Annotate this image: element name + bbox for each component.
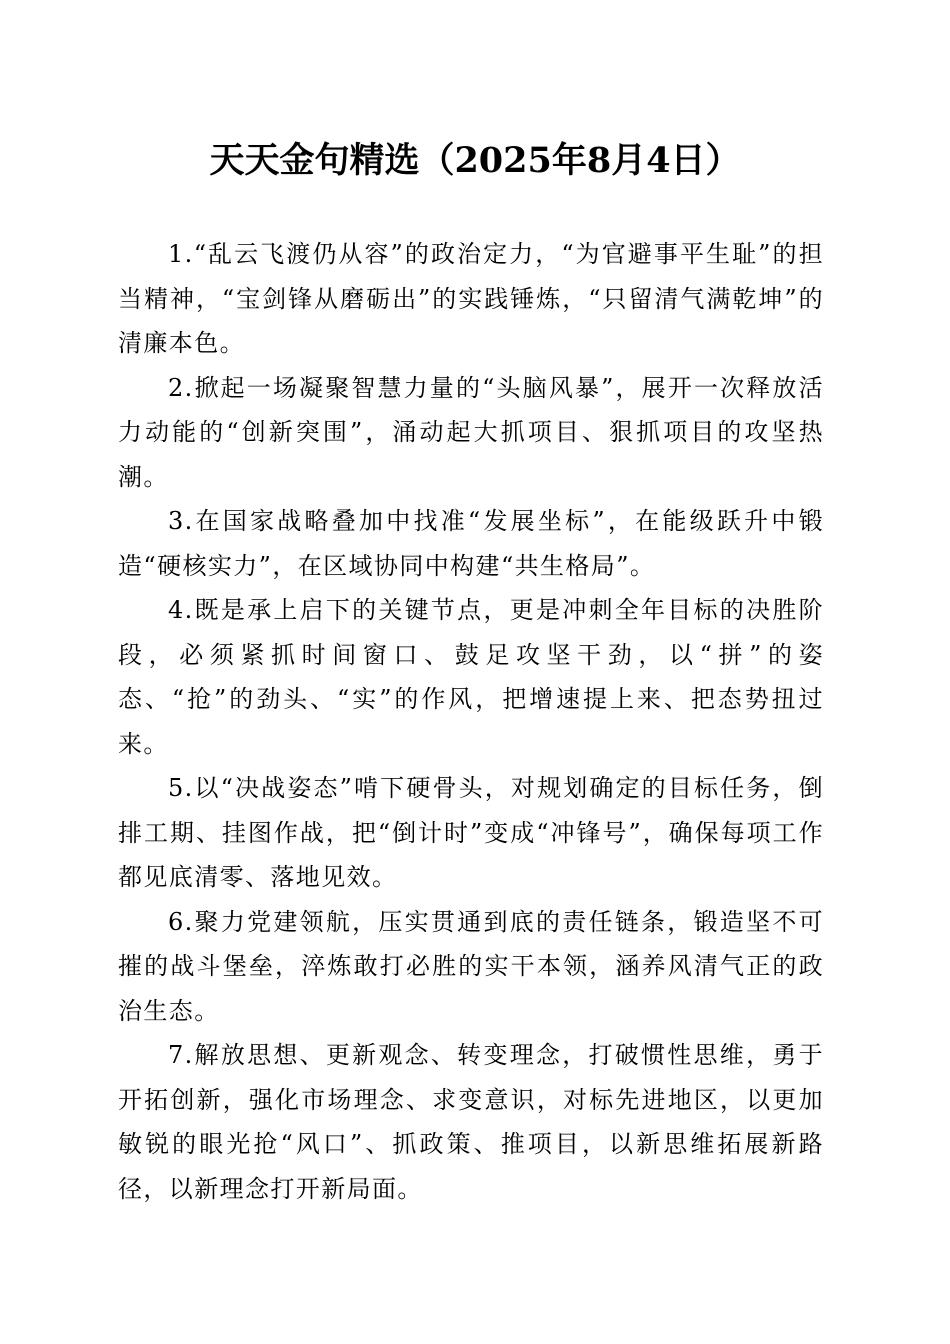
- paragraph-5: 5.以“决战姿态”啃下硬骨头，对规划确定的目标任务，倒排工期、挂图作战，把“倒计时”变成“冲锋号”，确保每项工作都见底清零、落地见效。: [118, 774, 824, 891]
- paragraph-3: 3.在国家战略叠加中找准“发展坐标”，在能级跃升中锻造“硬核实力”，在区域协同中构建“共生格局”。: [118, 507, 824, 580]
- document-title: 天天金句精选（2025年8月4日）: [209, 140, 741, 181]
- paragraph-7: 7.解放思想、更新观念、转变理念，打破惯性思维，勇于开拓创新，强化市场理念、求变意识，对标先进地区，以更加敏锐的眼光抢“风口”、抓政策、推项目，以新思维拓展新路径，以新理念打开新局面。: [118, 1041, 824, 1203]
- document-body: [118, 232, 824, 1211]
- paragraph-2: 2.掀起一场凝聚智慧力量的“头脑风暴”，展开一次释放活力动能的“创新突围”，涌动起大抓项目、狠抓项目的攻坚热潮。: [118, 373, 824, 491]
- paragraph-1: 1.“乱云飞渡仍从容”的政治定力，“为官避事平生耻”的担当精神，“宝剑锋从磨砺出”的实践锤炼，“只留清气满乾坤”的清廉本色。: [118, 240, 824, 357]
- paragraph-4: 4.既是承上启下的关键节点，更是冲刺全年目标的决胜阶段，必须紧抓时间窗口、鼓足攻坚干劲，以“拼”的姿态、“抢”的劲头、“实”的作风，把增速提上来、把态势扭过来。: [118, 596, 824, 758]
- paragraph-6: 6.聚力党建领航，压实贯通到底的责任链条，锻造坚不可摧的战斗堡垒，淬炼敢打必胜的实干本领，涵养风清气正的政治生态。: [118, 907, 824, 1025]
